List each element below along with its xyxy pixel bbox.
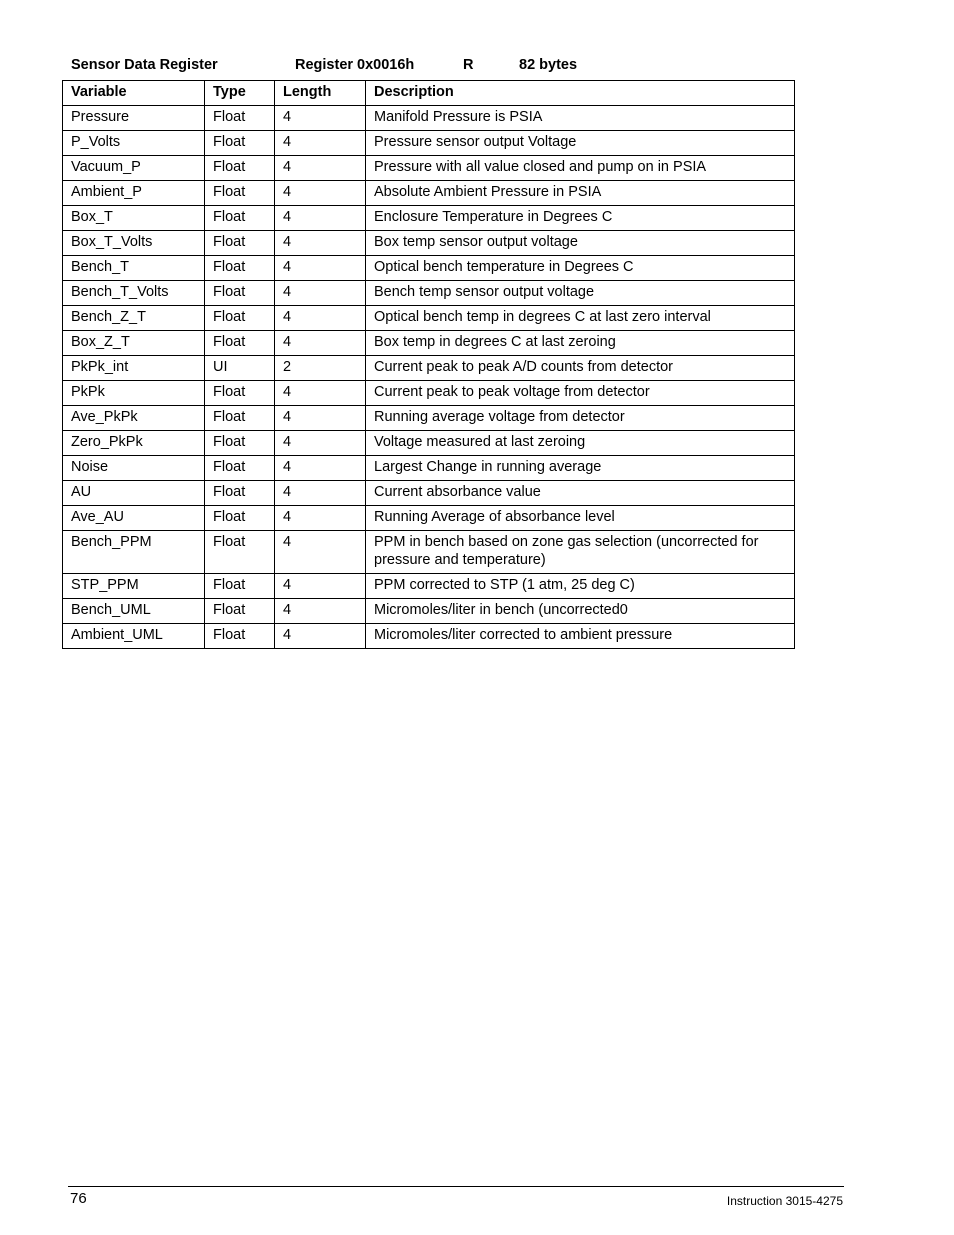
cell-description: Absolute Ambient Pressure in PSIA bbox=[366, 181, 795, 206]
table-row bbox=[63, 456, 795, 481]
cell-length: 4 bbox=[275, 206, 366, 231]
cell-variable: Bench_T bbox=[63, 256, 205, 281]
cell-type: Float bbox=[205, 531, 275, 574]
cell-length: 4 bbox=[275, 574, 366, 599]
table-row bbox=[63, 331, 795, 356]
table-row bbox=[63, 106, 795, 131]
cell-type: Float bbox=[205, 599, 275, 624]
cell-variable: Ambient_UML bbox=[63, 624, 205, 649]
cell-description: Bench temp sensor output voltage bbox=[366, 281, 795, 306]
table-row bbox=[63, 231, 795, 256]
column-header-type: Type bbox=[205, 81, 275, 106]
sensor-data-table bbox=[62, 80, 795, 649]
cell-length: 4 bbox=[275, 231, 366, 256]
cell-type: Float bbox=[205, 256, 275, 281]
table-row bbox=[63, 156, 795, 181]
cell-description: Manifold Pressure is PSIA bbox=[366, 106, 795, 131]
table-row bbox=[63, 131, 795, 156]
table-row bbox=[63, 531, 795, 574]
cell-description: Pressure with all value closed and pump on in PSIA bbox=[366, 156, 795, 181]
table-row bbox=[63, 381, 795, 406]
cell-type: Float bbox=[205, 131, 275, 156]
table-header-row bbox=[63, 81, 795, 106]
cell-description: Optical bench temp in degrees C at last zero interval bbox=[366, 306, 795, 331]
table-row bbox=[63, 481, 795, 506]
table-row bbox=[63, 181, 795, 206]
cell-description: Running average voltage from detector bbox=[366, 406, 795, 431]
cell-description: Box temp sensor output voltage bbox=[366, 231, 795, 256]
cell-description: PPM in bench based on zone gas selection (uncorrected for pressure and temperature) bbox=[366, 531, 795, 574]
cell-length: 4 bbox=[275, 331, 366, 356]
cell-length: 4 bbox=[275, 506, 366, 531]
cell-description: Largest Change in running average bbox=[366, 456, 795, 481]
table-row bbox=[63, 599, 795, 624]
column-header-description: Description bbox=[366, 81, 795, 106]
cell-type: Float bbox=[205, 456, 275, 481]
cell-type: Float bbox=[205, 481, 275, 506]
cell-variable: Bench_Z_T bbox=[63, 306, 205, 331]
cell-length: 4 bbox=[275, 256, 366, 281]
table-row bbox=[63, 574, 795, 599]
cell-length: 4 bbox=[275, 381, 366, 406]
cell-variable: Noise bbox=[63, 456, 205, 481]
cell-description: Voltage measured at last zeroing bbox=[366, 431, 795, 456]
cell-variable: STP_PPM bbox=[63, 574, 205, 599]
cell-type: Float bbox=[205, 156, 275, 181]
cell-length: 4 bbox=[275, 406, 366, 431]
cell-type: Float bbox=[205, 406, 275, 431]
cell-length: 4 bbox=[275, 599, 366, 624]
table-row bbox=[63, 256, 795, 281]
cell-length: 2 bbox=[275, 356, 366, 381]
table-row bbox=[63, 306, 795, 331]
cell-length: 4 bbox=[275, 306, 366, 331]
cell-type: Float bbox=[205, 574, 275, 599]
cell-variable: Bench_PPM bbox=[63, 531, 205, 574]
table-row bbox=[63, 406, 795, 431]
register-size: 82 bytes bbox=[519, 57, 578, 73]
cell-variable: Ambient_P bbox=[63, 181, 205, 206]
cell-description: Pressure sensor output Voltage bbox=[366, 131, 795, 156]
cell-length: 4 bbox=[275, 281, 366, 306]
cell-variable: Ave_PkPk bbox=[63, 406, 205, 431]
cell-length: 4 bbox=[275, 431, 366, 456]
table-row bbox=[63, 506, 795, 531]
cell-type: Float bbox=[205, 281, 275, 306]
cell-variable: Vacuum_P bbox=[63, 156, 205, 181]
cell-description: PPM corrected to STP (1 atm, 25 deg C) bbox=[366, 574, 795, 599]
cell-variable: P_Volts bbox=[63, 131, 205, 156]
footer-divider bbox=[68, 1186, 844, 1187]
register-name: Sensor Data Register bbox=[71, 57, 218, 73]
cell-length: 4 bbox=[275, 156, 366, 181]
cell-type: Float bbox=[205, 331, 275, 356]
cell-type: Float bbox=[205, 624, 275, 649]
cell-length: 4 bbox=[275, 624, 366, 649]
cell-description: Enclosure Temperature in Degrees C bbox=[366, 206, 795, 231]
cell-description: Box temp in degrees C at last zeroing bbox=[366, 331, 795, 356]
cell-length: 4 bbox=[275, 531, 366, 574]
table-row bbox=[63, 356, 795, 381]
cell-description: Running Average of absorbance level bbox=[366, 506, 795, 531]
cell-variable: Pressure bbox=[63, 106, 205, 131]
cell-variable: Bench_T_Volts bbox=[63, 281, 205, 306]
cell-length: 4 bbox=[275, 481, 366, 506]
cell-variable: Box_Z_T bbox=[63, 331, 205, 356]
cell-length: 4 bbox=[275, 181, 366, 206]
table-row bbox=[63, 624, 795, 649]
cell-variable: Bench_UML bbox=[63, 599, 205, 624]
cell-description: Optical bench temperature in Degrees C bbox=[366, 256, 795, 281]
cell-length: 4 bbox=[275, 106, 366, 131]
cell-type: Float bbox=[205, 106, 275, 131]
column-header-length: Length bbox=[275, 81, 366, 106]
cell-type: Float bbox=[205, 206, 275, 231]
table-row bbox=[63, 281, 795, 306]
cell-type: Float bbox=[205, 306, 275, 331]
cell-variable: Box_T_Volts bbox=[63, 231, 205, 256]
cell-type: Float bbox=[205, 431, 275, 456]
cell-length: 4 bbox=[275, 456, 366, 481]
cell-description: Micromoles/liter in bench (uncorrected0 bbox=[366, 599, 795, 624]
cell-type: UI bbox=[205, 356, 275, 381]
cell-type: Float bbox=[205, 381, 275, 406]
column-header-variable: Variable bbox=[63, 81, 205, 106]
cell-variable: PkPk bbox=[63, 381, 205, 406]
cell-variable: Box_T bbox=[63, 206, 205, 231]
register-access: R bbox=[463, 57, 474, 73]
register-address: Register 0x0016h bbox=[295, 57, 415, 73]
cell-description: Micromoles/liter corrected to ambient pressure bbox=[366, 624, 795, 649]
cell-description: Current peak to peak A/D counts from detector bbox=[366, 356, 795, 381]
cell-variable: Zero_PkPk bbox=[63, 431, 205, 456]
cell-type: Float bbox=[205, 506, 275, 531]
table-row bbox=[63, 206, 795, 231]
cell-variable: Ave_AU bbox=[63, 506, 205, 531]
cell-type: Float bbox=[205, 231, 275, 256]
table-row bbox=[63, 431, 795, 456]
register-header bbox=[71, 57, 671, 75]
cell-variable: AU bbox=[63, 481, 205, 506]
page-number: 76 bbox=[70, 1190, 87, 1207]
cell-description: Current absorbance value bbox=[366, 481, 795, 506]
cell-variable: PkPk_int bbox=[63, 356, 205, 381]
document-id: Instruction 3015-4275 bbox=[726, 1194, 843, 1208]
cell-length: 4 bbox=[275, 131, 366, 156]
cell-description: Current peak to peak voltage from detector bbox=[366, 381, 795, 406]
cell-type: Float bbox=[205, 181, 275, 206]
